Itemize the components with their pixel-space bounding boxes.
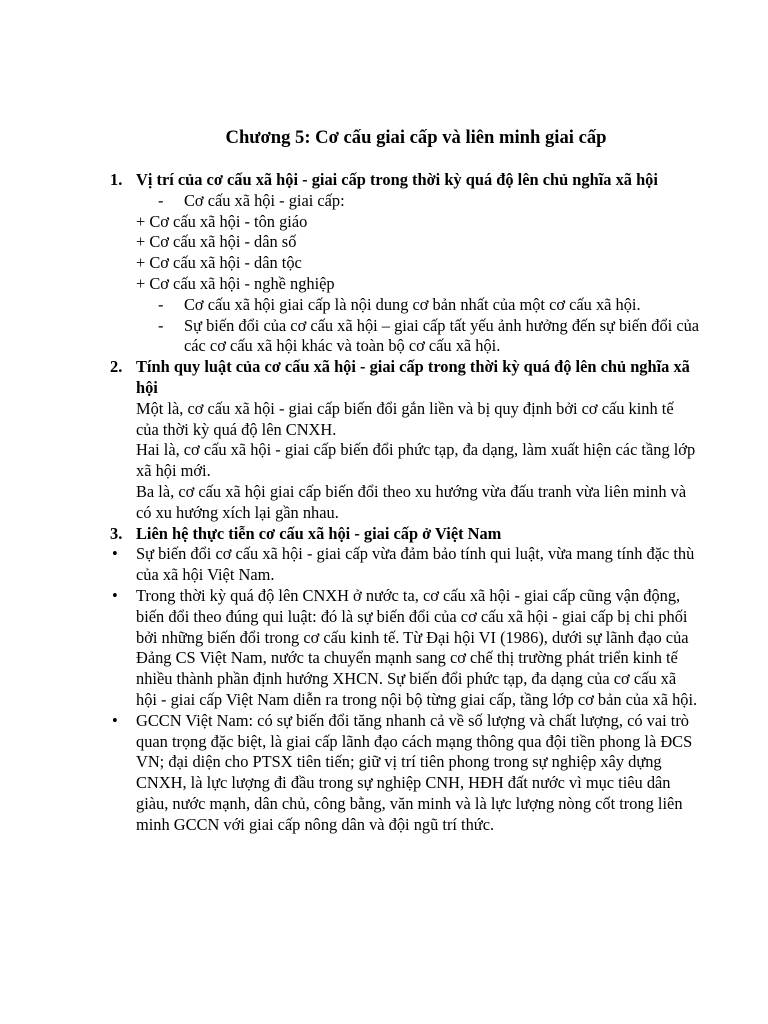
section-number: 3. [110,523,123,543]
bullet-text: GCCN Việt Nam: có sự biến đổi tăng nhanh cả về số lượng và chất lượng, có vai trò quan trọng đặc biệt, là giai cấp lãnh đạo cách mạng thông qua đội tiền phong là ĐCS VN; đại diện cho PTSX tiên tiến; giữ vị trí tiên phong trong sự nghiệp xây dựng CNXH, là lực lượng đi đầu trong sự nghiệp CNH, HĐH đất nước vì mục tiêu dân giàu, nước mạnh, dân chủ, công bằng, văn minh và là lực lượng nòng cốt trong liên minh GCCN với giai cấp nông dân và đội ngũ trí thức. [136,710,693,834]
dash-item-text: Cơ cấu xã hội giai cấp là nội dung cơ bản nhất của một cơ cấu xã hội. [184,294,641,314]
plus-item: + Cơ cấu xã hội - tôn giáo [136,211,308,231]
section-title: Tính quy luật của cơ cấu xã hội - giai cấp trong thời kỳ quá độ lên chủ nghĩa xã hội [136,357,690,397]
paragraph: Hai là, cơ cấu xã hội - giai cấp biến đổi phức tạp, đa dạng, làm xuất hiện các tầng lớp xã hội mới. [136,440,696,481]
section-number: 1. [110,170,123,189]
plus-item: + Cơ cấu xã hội - nghề nghiệp [136,273,335,293]
plus-item: + Cơ cấu xã hội - dân tộc [136,253,302,273]
section-3-heading [110,524,700,545]
section-title: Vị trí của cơ cấu xã hội - giai cấp trong thời kỳ quá độ lên chủ nghĩa xã hội [136,170,658,189]
section-number: 2. [110,357,123,377]
paragraph: Ba là, cơ cấu xã hội giai cấp biến đổi theo xu hướng vừa đấu tranh vừa liên minh và có xu hướng xích lại gần nhau. [136,481,687,522]
section-1-heading [110,170,700,191]
dash-marker: - [158,190,164,210]
bullet-marker: • [112,710,118,730]
plus-item: + Cơ cấu xã hội - dân số [136,232,297,252]
bullet-item [110,544,700,586]
page-title: Chương 5: Cơ cấu giai cấp và liên minh giai cấp [225,127,607,148]
bullet-marker: • [112,585,118,605]
document-body [110,170,700,836]
paragraph: Một là, cơ cấu xã hội - giai cấp biến đổi gắn liền và bị quy định bởi cơ cấu kinh tế của thời kỳ quá độ lên CNXH. [136,398,674,439]
section-title: Liên hệ thực tiễn cơ cấu xã hội - giai cấp ở Việt Nam [136,523,502,543]
dash-marker: - [158,294,164,314]
bullet-item [110,711,700,836]
bullet-text: Sự biến đổi cơ cấu xã hội - giai cấp vừa đảm bảo tính qui luật, vừa mang tính đặc thù của xã hội Việt Nam. [136,544,695,585]
dash-item [110,295,700,316]
dash-item [110,191,700,212]
dash-item-text: Sự biến đổi của cơ cấu xã hội – giai cấp tất yếu ảnh hưởng đến sự biến đổi của các cơ cấu xã hội khác và toàn bộ cơ cấu xã hội. [184,315,700,356]
dash-item [110,316,700,358]
dash-item-text: Cơ cấu xã hội - giai cấp: [184,190,345,210]
section-2-heading [110,357,700,399]
dash-marker: - [158,315,164,335]
bullet-item [110,586,700,711]
bullet-text: Trong thời kỳ quá độ lên CNXH ở nước ta, cơ cấu xã hội - giai cấp cũng vận động, biến đổi theo đúng qui luật: đó là sự biến đổi của cơ cấu xã hội - giai cấp bị chi phối bởi những biến đổi trong cơ cấu kinh tế. Từ Đại hội VI (1986), dưới sự lãnh đạo của Đảng CS Việt Nam, nước ta chuyển mạnh sang cơ chế thị trường phát triển kinh tế nhiều thành phần định hướng XHCN. Sự biến đổi phức tạp, đa dạng của cơ cấu xã hội - giai cấp Việt Nam diễn ra trong nội bộ từng giai cấp, tầng lớp cơ bản của xã hội. [136,585,698,709]
bullet-marker: • [112,544,118,564]
